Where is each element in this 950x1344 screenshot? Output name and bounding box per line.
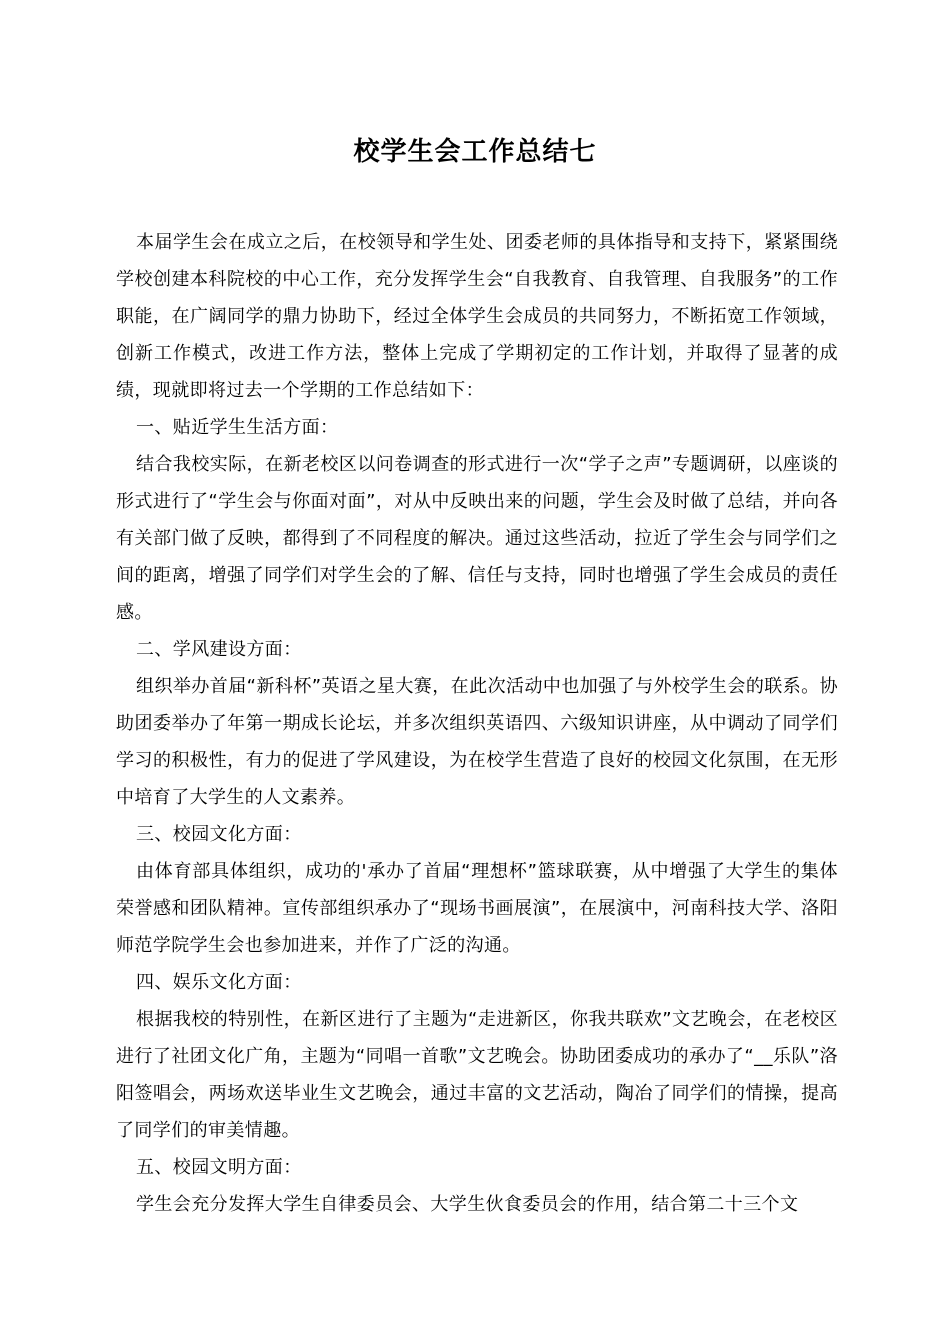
section-paragraph-5: 学生会充分发挥大学生自律委员会、大学生伙食委员会的作用，结合第二十三个文 — [136, 1194, 799, 1215]
section-paragraph-4: 根据我校的特别性，在新区进行了主题为“走进新区，你我共联欢”文艺晚会，在老校区进行了社团文化广角，主题为“同唱一首歌”文艺晚会。协助团委成功的承办了“__乐队”洛阳签唱会，两场欢送毕业生文艺晚会，通过丰富的文艺活动，陶冶了同学们的情操，提高了同学们的审美情趣。 — [116, 1009, 838, 1141]
section-heading-2: 二、学风建设方面： — [136, 639, 302, 660]
section-heading-4: 四、娱乐文化方面： — [136, 972, 302, 993]
document-body — [116, 224, 838, 1223]
section-heading-1: 一、贴近学生生活方面： — [136, 417, 339, 438]
section-paragraph-2: 组织举办首届“新科杯”英语之星大赛，在此次活动中也加强了与外校学生会的联系。协助团委举办了年第一期成长论坛，并多次组织英语四、六级知识讲座，从中调动了同学们学习的积极性，有力的促进了学风建设，为在校学生营造了良好的校园文化氛围，在无形中培育了大学生的人文素养。 — [116, 676, 838, 808]
section-paragraph-1: 结合我校实际，在新老校区以问卷调查的形式进行一次“学子之声”专题调研，以座谈的形式进行了“学生会与你面对面”，对从中反映出来的问题，学生会及时做了总结，并向各有关部门做了反映，都得到了不同程度的解决。通过这些活动，拉近了学生会与同学们之间的距离，增强了同学们对学生会的了解、信任与支持，同时也增强了学生会成员的责任感。 — [116, 454, 838, 623]
intro-paragraph: 本届学生会在成立之后，在校领导和学生处、团委老师的具体指导和支持下，紧紧围绕学校创建本科院校的中心工作，充分发挥学生会“自我教育、自我管理、自我服务”的工作职能，在广阔同学的鼎力协助下，经过全体学生会成员的共同努力，不断拓宽工作领域，创新工作模式，改进工作方法，整体上完成了学期初定的工作计划，并取得了显著的成绩，现就即将过去一个学期的工作总结如下： — [116, 232, 838, 401]
section-heading-3: 三、校园文化方面： — [136, 824, 302, 845]
section-paragraph-3: 由体育部具体组织，成功的'承办了首届“理想杯”篮球联赛，从中增强了大学生的集体荣誉感和团队精神。宣传部组织承办了“现场书画展演”，在展演中，河南科技大学、洛阳师范学院学生会也参加进来，并作了广泛的沟通。 — [116, 861, 838, 956]
section-heading-5: 五、校园文明方面： — [136, 1157, 302, 1178]
document-title: 校学生会工作总结七 — [353, 137, 597, 167]
